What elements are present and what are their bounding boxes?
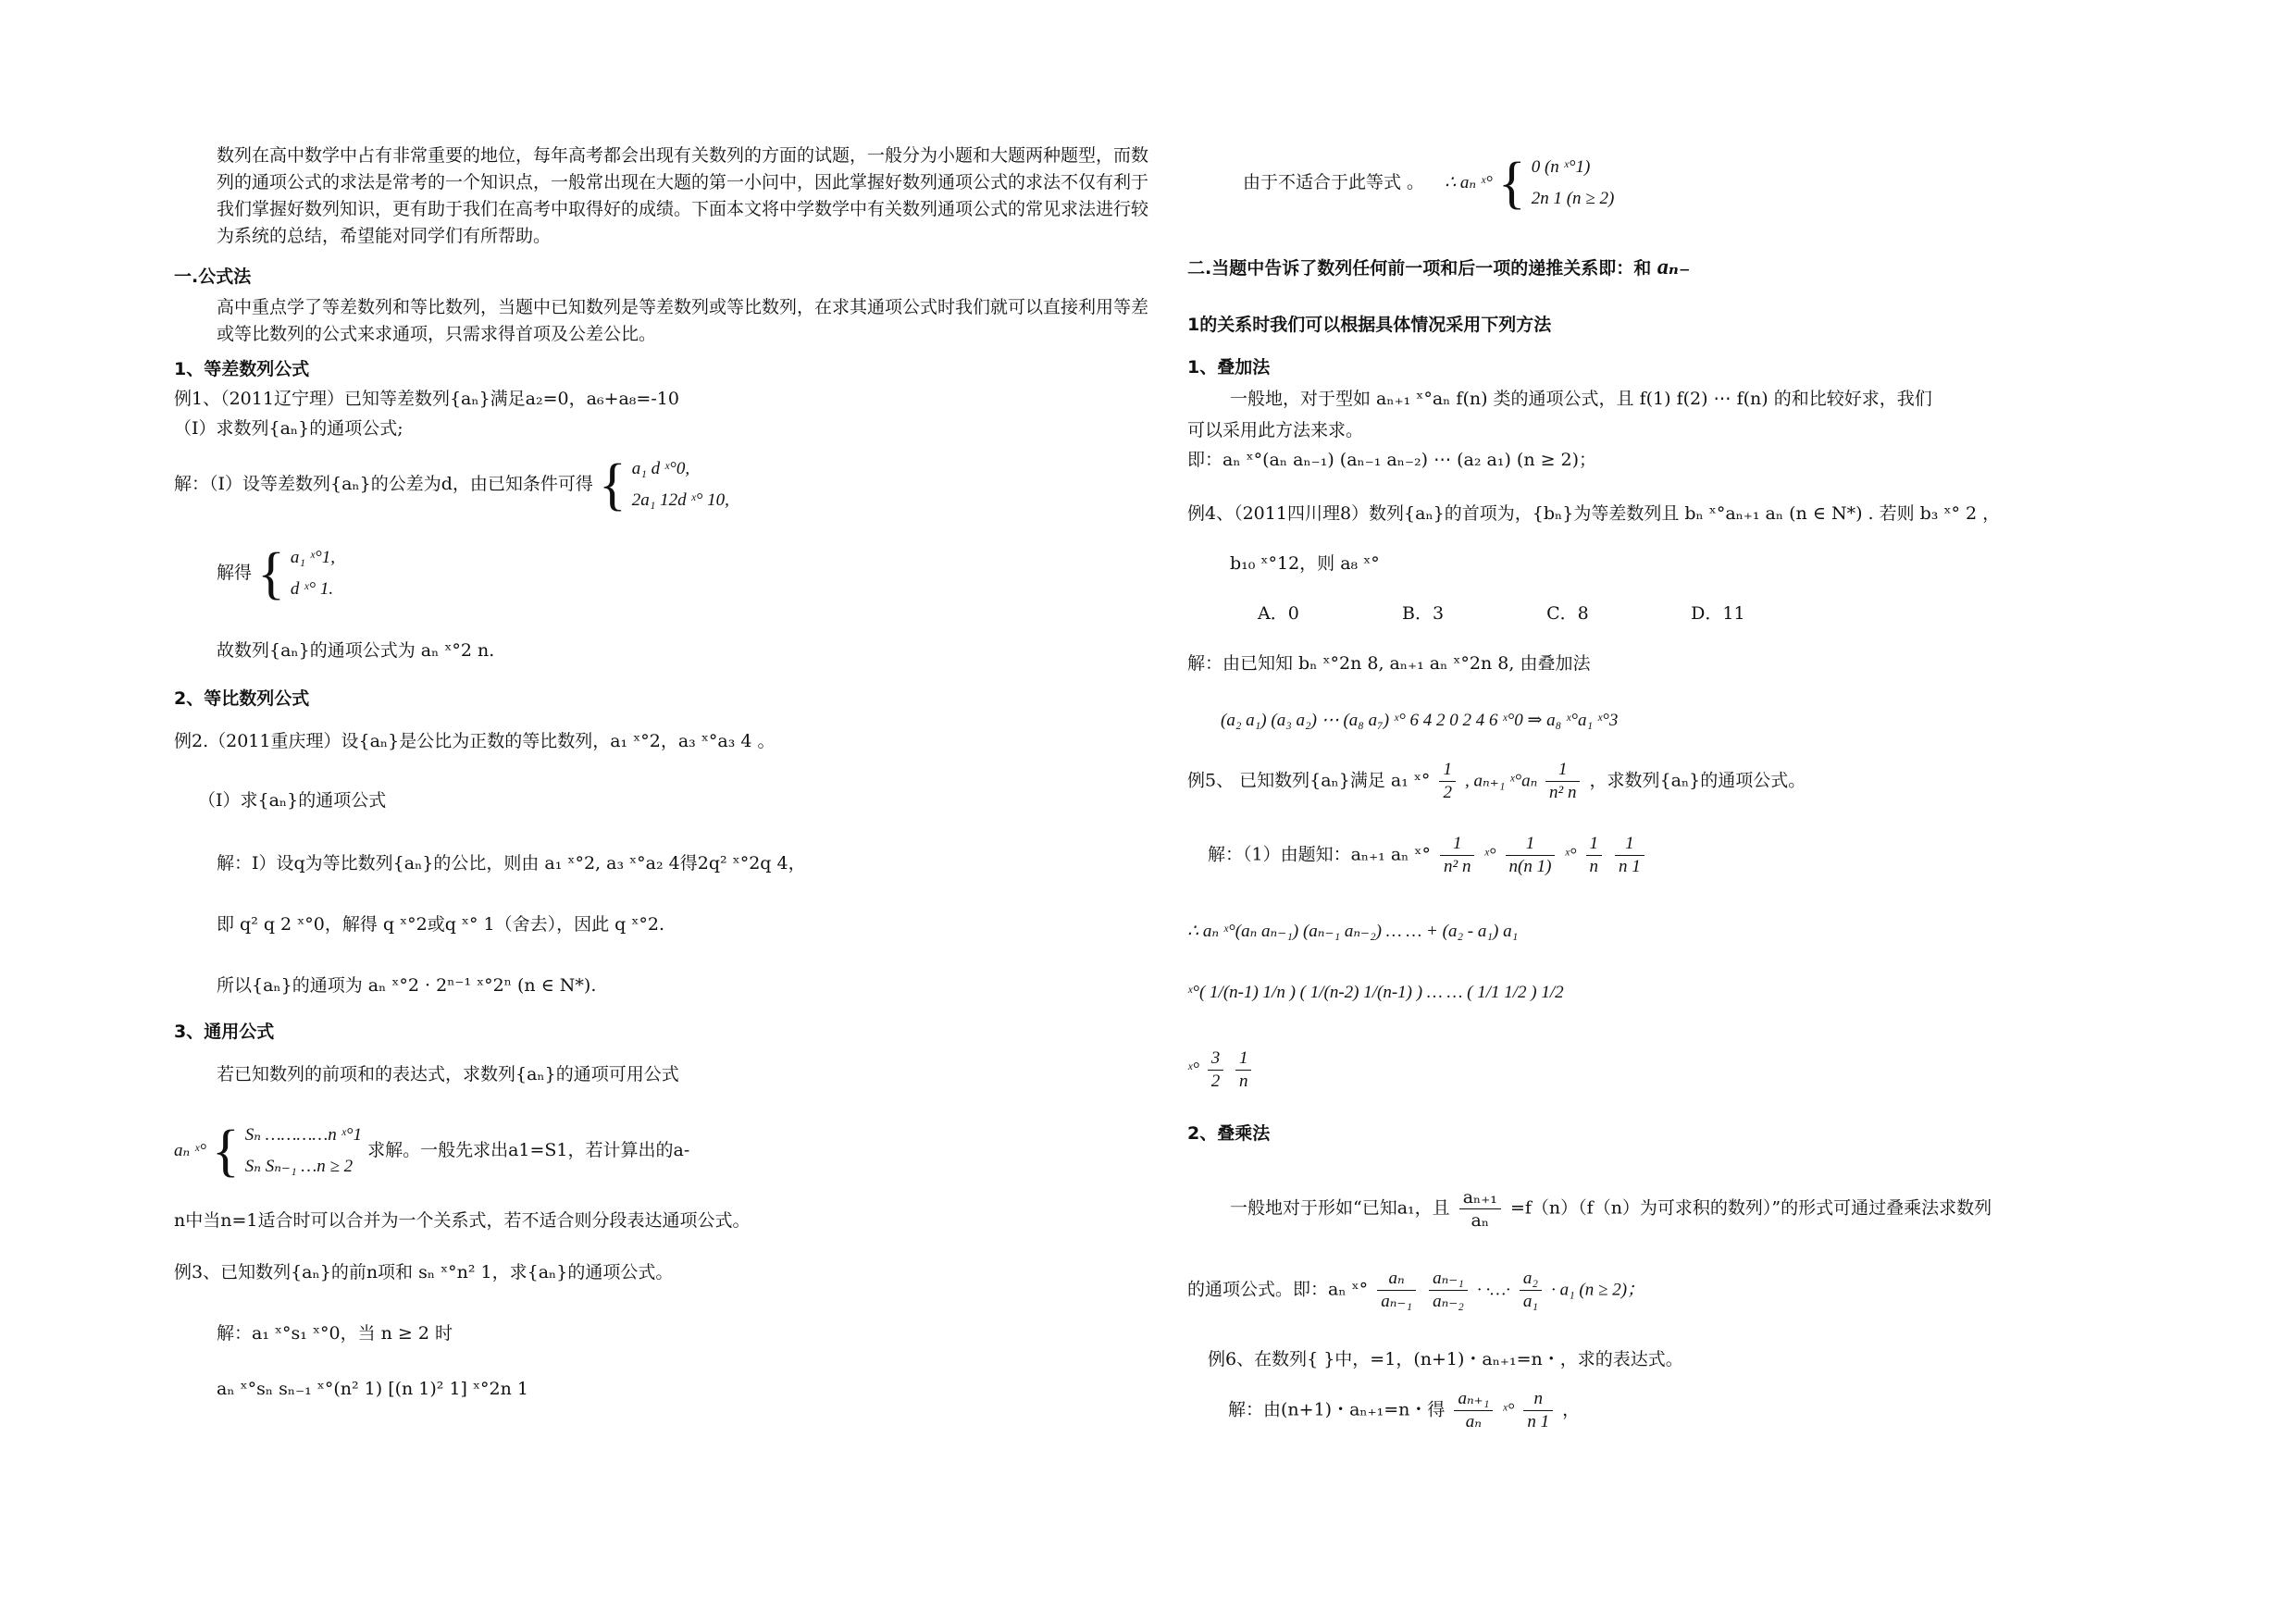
piecewise-conclusion-system <box>1498 152 1614 215</box>
example1-result <box>174 542 335 605</box>
fraction-numerator: 1 <box>1615 833 1644 856</box>
example3-statement: 例3、已知数列{aₙ}的前n项和 sₙ ˣ°n² 1，求{aₙ}的通项公式。 <box>174 1262 674 1282</box>
fraction-denominator: n <box>1238 1072 1248 1091</box>
example1-question: （I）求数列{aₙ}的通项公式; <box>174 418 403 439</box>
left-brace: { <box>257 542 285 605</box>
equals-symbol: ˣ° <box>1502 1400 1515 1420</box>
example5-solution-1-text: 解：（1）由题知：aₙ₊₁ aₙ ˣ° <box>1208 844 1431 865</box>
fraction-numerator: aₙ₊₁ <box>1454 1388 1493 1411</box>
example5-text-c: ，求数列{aₙ}的通项公式。 <box>1589 770 1806 791</box>
fraction <box>1454 1388 1493 1433</box>
fraction-denominator: aₙ <box>1465 1412 1482 1431</box>
section-heading-an: aₙ₋ <box>1657 255 1691 279</box>
example4-options <box>1187 601 1830 626</box>
general-tail: 求解。一般先求出a1=S1，若计算出的a- <box>367 1140 690 1160</box>
fraction <box>1523 1388 1553 1433</box>
equals-symbol: ˣ° <box>1483 845 1496 865</box>
example5-solution-1 <box>1187 833 1648 878</box>
example2-solution-1: 解：I）设q为等比数列{aₙ}的公比，则由 a₁ ˣ°2, a₃ ˣ°a₂ 4得2q² ˣ°2q 4， <box>217 853 806 873</box>
example1-conclusion: 故数列{aₙ}的通项公式为 aₙ ˣ°2 n. <box>217 640 495 661</box>
example6-solution <box>1187 1388 1580 1433</box>
fraction-one-half <box>1439 759 1456 804</box>
example2-solution-3: 所以{aₙ}的通项为 aₙ ˣ°2 · 2ⁿ⁻¹ ˣ°2ⁿ (n ∈ N*). <box>217 975 597 996</box>
fraction-numerator: 3 <box>1208 1047 1224 1071</box>
fraction-one-over-n <box>1235 1047 1252 1093</box>
example4-statement: 例4、（2011四川理8）数列{aₙ}的首项为，{bₙ}为等差数列且 bₙ ˣ°aₙ₊₁ aₙ (n ∈ N*) . 若则 b₃ ˣ° 2 ， <box>1187 503 2001 524</box>
example1-statement: 例1、（2011辽宁理）已知等差数列{aₙ}满足a₂=0，a₆+a₈=-10 <box>174 389 679 409</box>
example5-text-a: 例5、 已知数列{aₙ}满足 a₁ ˣ° <box>1187 770 1431 791</box>
example5-statement <box>1187 759 1806 804</box>
fraction-numerator: aₙ <box>1377 1268 1416 1291</box>
fraction-numerator: 1 <box>1545 759 1580 782</box>
fraction-numerator: a₂ <box>1520 1268 1542 1291</box>
multiplication-text-1 <box>1187 1186 1992 1232</box>
result-line-2: d ˣ° 1. <box>290 579 334 599</box>
piecewise-line-2: Sₙ Sₙ₋₁ …n ≥ 2 <box>244 1157 354 1176</box>
fraction <box>1440 833 1474 878</box>
multiplication-formula <box>1187 1268 1644 1313</box>
multiplication-text-1a: 一般地对于形如“已知a₁，且 <box>1230 1197 1450 1219</box>
example1-solution-line <box>174 453 729 516</box>
example6-solution-text: 解：由(n+1)・aₙ₊₁=n・得 <box>1228 1399 1446 1420</box>
example1-result-label: 解得 <box>217 563 253 583</box>
fraction <box>1377 1268 1416 1313</box>
fraction <box>1429 1268 1468 1313</box>
piecewise-line-1: Sₙ …………n ˣ°1 <box>244 1125 363 1145</box>
fraction-numerator: aₙ₊₁ <box>1459 1186 1501 1209</box>
piecewise-an: ∴ aₙ ˣ° <box>1445 173 1493 192</box>
general-piecewise <box>212 1120 362 1183</box>
formula-method-paragraph: 高中重点学了等差数列和等比数列，当题中已知数列是等差数列或等比数列，在求其通项公式时我们就可以直接利用等差或等比数列的公式来求通项，只需求得首项及公差公比。 <box>217 297 1149 344</box>
fraction-denominator: 2 <box>1210 1072 1221 1091</box>
fraction-numerator: 1 <box>1586 833 1603 856</box>
example2-question: （Ⅰ）求{aₙ}的通项公式 <box>198 790 387 811</box>
left-brace: { <box>1497 152 1526 215</box>
system-line-1: a₁ d ˣ°0, <box>631 459 690 478</box>
example2-statement: 例2.（2011重庆理）设{aₙ}是公比为正数的等比数列，a₁ ˣ°2，a₃ ˣ°a₃ 4 。 <box>174 731 776 751</box>
fraction <box>1506 833 1556 878</box>
conclusion-lines <box>1532 152 1615 215</box>
example5-solution-4 <box>1187 1047 1255 1093</box>
superposition-text-2: 可以采用此方法来求。 <box>1187 420 1364 440</box>
fraction-denominator: a₁ <box>1522 1292 1539 1311</box>
section-heading-recurrence-text: 二.当题中告诉了数列任何前一项和后一项的递推关系即：和 <box>1187 258 1652 279</box>
example1-result-system <box>257 542 335 605</box>
piecewise-conclusion-text: 由于不适合于此等式 。 <box>1243 172 1425 192</box>
section-heading-recurrence-cont: 1的关系时我们可以根据具体情况采用下列方法 <box>1187 315 1552 335</box>
fraction-denominator: n² n <box>1444 857 1471 876</box>
section-heading-recurrence <box>1187 255 1691 280</box>
example4-statement-cont: b₁₀ ˣ°12，则 a₈ ˣ° <box>1230 553 1380 574</box>
fraction-numerator: n <box>1523 1388 1553 1411</box>
result-line-1: a₁ ˣ°1, <box>290 548 335 567</box>
superposition-text-1: 一般地，对于型如 aₙ₊₁ ˣ°aₙ f(n) 类的通项公式，且 f(1) f(2) ⋯ f(n) 的和比较好求，我们 <box>1230 389 1932 409</box>
piecewise-conclusion <box>1187 152 1614 215</box>
fraction-denominator: n² n <box>1549 783 1577 802</box>
fraction <box>1615 833 1644 878</box>
multiplication-formula-text: 的通项公式。即：aₙ ˣ° <box>1187 1279 1369 1300</box>
example3-solution-2: aₙ ˣ°sₙ sₙ₋₁ ˣ°(n² 1) [(n 1)² 1] ˣ°2n 1 <box>217 1379 529 1399</box>
fraction-denominator: n 1 <box>1527 1412 1550 1431</box>
fraction-ratio <box>1459 1186 1501 1232</box>
general-tail-2: n中当n=1适合时可以合并为一个关系式，若不适合则分段表达通项公式。 <box>174 1210 751 1231</box>
dots: · ·…· <box>1476 1280 1510 1300</box>
example1-system <box>599 453 729 516</box>
equals-symbol: ˣ° <box>1187 1059 1199 1079</box>
heading-superposition: 1、叠加法 <box>1187 357 1271 378</box>
left-brace: { <box>598 453 627 516</box>
equals-symbol: ˣ° <box>1564 845 1577 865</box>
section-heading-formula-method: 一.公式法 <box>174 266 252 287</box>
left-brace: { <box>211 1120 240 1183</box>
general-an: aₙ ˣ° <box>174 1141 206 1160</box>
fraction-denominator: n <box>1589 857 1598 876</box>
fraction-denominator: aₙ <box>1471 1210 1490 1231</box>
example5-solution-2: ∴ aₙ ˣ°(aₙ aₙ₋₁) (aₙ₋₁ aₙ₋₂) … … + (a₂ - a₁) a₁ <box>1187 922 1519 941</box>
fraction-denominator: aₙ₋₂ <box>1433 1292 1464 1311</box>
multiplication-text-1b: =f（n）（f（n）为可求积的数列）”的形式可通过叠乘法求数列 <box>1509 1197 1992 1219</box>
fraction-three-halves <box>1208 1047 1224 1093</box>
option-c: C．8 <box>1546 603 1589 624</box>
general-formula-expression <box>174 1120 689 1183</box>
example6-statement: 例6、在数列{ }中，=1，(n+1)・aₙ₊₁=n・，求的表达式。 <box>1208 1349 1683 1369</box>
result-lines <box>291 542 335 605</box>
example6-end: ， <box>1562 1399 1581 1420</box>
fraction-recurrence <box>1545 759 1580 804</box>
example4-solution-1: 解：由已知知 bₙ ˣ°2n 8, aₙ₊₁ aₙ ˣ°2n 8, 由叠加法 <box>1187 653 1591 674</box>
general-formula-text: 若已知数列的前项和的表达式，求数列{aₙ}的通项可用公式 <box>217 1064 679 1084</box>
heading-multiplication: 2、叠乘法 <box>1187 1123 1271 1144</box>
piecewise-lines <box>245 1120 362 1183</box>
superposition-formula: 即：aₙ ˣ°(aₙ aₙ₋₁) (aₙ₋₁ aₙ₋₂) ⋯ (a₂ a₁) (n ≥ 2)； <box>1187 450 1597 470</box>
option-b: B．3 <box>1402 603 1445 624</box>
fraction-numerator: 1 <box>1440 833 1474 856</box>
fraction-denominator: aₙ₋₁ <box>1381 1292 1413 1311</box>
option-d: D．11 <box>1691 603 1745 624</box>
fraction <box>1586 833 1603 878</box>
heading-general-formula: 3、通用公式 <box>174 1022 275 1042</box>
fraction-denominator: 2 <box>1443 783 1452 802</box>
heading-geometric-formula: 2、等比数列公式 <box>174 688 310 709</box>
fraction <box>1520 1268 1542 1313</box>
heading-arithmetic-formula: 1、等差数列公式 <box>174 359 310 379</box>
system-line-2: 2a₁ 12d ˣ° 10, <box>631 490 729 510</box>
example1-solution-text: 解：（I）设等差数列{aₙ}的公差为d，由已知条件可得 <box>174 474 593 494</box>
system-lines <box>632 453 729 516</box>
example3-solution-1: 解：a₁ ˣ°s₁ ˣ°0，当 n ≥ 2 时 <box>217 1323 453 1344</box>
multiplication-formula-tail: · a₁ (n ≥ 2)； <box>1551 1280 1645 1300</box>
fraction-denominator: n 1 <box>1619 857 1641 876</box>
fraction-denominator: n(n 1) <box>1508 857 1552 876</box>
conclusion-line-1: 0 (n ˣ°1) <box>1531 157 1591 177</box>
conclusion-line-2: 2n 1 (n ≥ 2) <box>1531 189 1615 208</box>
fraction-numerator: 1 <box>1439 759 1456 782</box>
intro-paragraph: 数列在高中数学中占有非常重要的地位，每年高考都会出现有关数列的方面的试题，一般分为小题和大题两种题型，而数列的通项公式的求法是常考的一个知识点，一般常出现在大题的第一小问中，因此掌握好数列通项公式的求法不仅有利于我们掌握好数列知识，更有助于我们在高考中取得好的成绩。下面本文将中学数学中有关数列通项公式的常见求法进行较为系统的总结，希望能对同学们有所帮助。 <box>217 145 1149 246</box>
example4-solution-2: (a₂ a₁) (a₃ a₂) ⋯ (a₈ a₇) ˣ° 6 4 2 0 2 4 6 ˣ°0 ⇒ a₈ ˣ°a₁ ˣ°3 <box>1221 711 1619 730</box>
fraction-numerator: 1 <box>1506 833 1556 856</box>
example5-solution-3: ˣ°( 1/(n-1) 1/n ) ( 1/(n-2) 1/(n-1) ) … … ( 1/1 1/2 ) 1/2 <box>1187 983 1564 1002</box>
example2-solution-2: 即 q² q 2 ˣ°0，解得 q ˣ°2或q ˣ° 1（舍去），因此 q ˣ°2. <box>217 914 665 935</box>
example5-text-b: , aₙ₊₁ ˣ°aₙ <box>1465 771 1543 791</box>
option-a: A．0 <box>1258 603 1299 624</box>
fraction-numerator: 1 <box>1235 1047 1252 1071</box>
fraction-numerator: aₙ₋₁ <box>1429 1268 1468 1291</box>
